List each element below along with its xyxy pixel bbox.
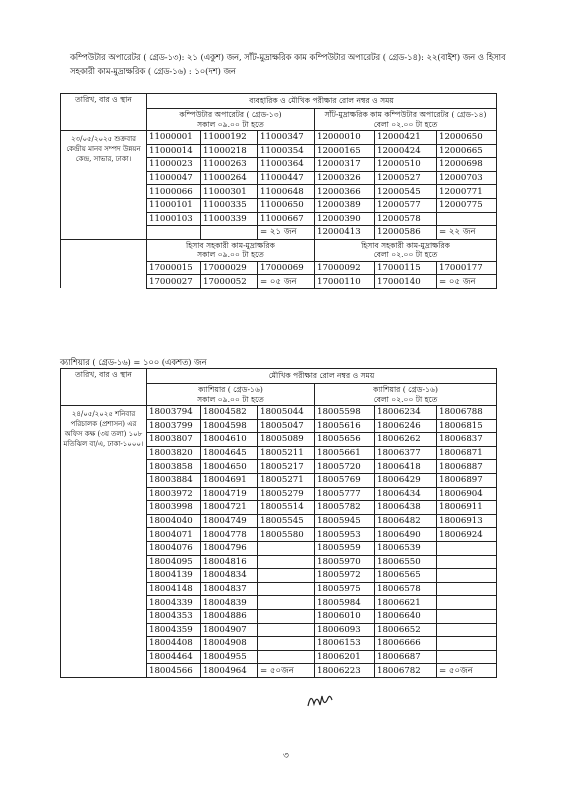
roll-number-cell: 18004139 <box>147 569 201 583</box>
roll-number-cell: 12000389 <box>315 198 375 212</box>
roll-number-cell <box>437 623 497 637</box>
roll-number-cell: 18006887 <box>437 460 497 474</box>
roll-number-cell: 11000263 <box>201 158 258 172</box>
roll-number-cell: 12000775 <box>437 198 497 212</box>
intro-paragraph: কম্পিউটার অপারেটর ( গ্রেড-১৩): ২১ (একুশ) জন, সাঁট-মুদ্রাক্ষরিক কাম কম্পিউটার অপারেটর ( গ্রেড-১৪): ২২(বাইশ) জন ও হিসাব সহকারী কাম-মুদ্রাক্ষরিক ( গ্রেড-১৬) : ১০(দশ) জন <box>70 52 506 76</box>
roll-number-cell: 18005959 <box>315 541 375 555</box>
roll-number-cell: 12000510 <box>375 158 437 172</box>
roll-number-cell: 12000703 <box>437 171 497 185</box>
roll-number-cell <box>437 582 497 596</box>
roll-number-cell: 17000027 <box>147 275 201 289</box>
signature <box>306 690 334 714</box>
roll-number-cell: 18006782 <box>375 664 437 678</box>
roll-number-cell: 18005953 <box>315 528 375 542</box>
roll-number-cell: 18006871 <box>437 446 497 460</box>
roll-number-cell: 18006904 <box>437 487 497 501</box>
section-time: সকাল ০৯.০০ টা হতে <box>197 119 264 129</box>
roll-number-cell <box>258 623 315 637</box>
blank-cell <box>61 261 147 275</box>
roll-number-cell: 18003884 <box>147 473 201 487</box>
roll-number-cell: = ২১ জন <box>258 226 315 240</box>
roll-number-cell: 18005279 <box>258 487 315 501</box>
page-number: ৩ <box>283 751 289 761</box>
roll-number-cell <box>258 650 315 664</box>
roll-number-cell: 18004721 <box>201 501 258 515</box>
roll-number-cell: 11000447 <box>258 171 315 185</box>
section-title: কম্পিউটার অপারেটর ( গ্রেড-১৩) <box>179 110 282 119</box>
table-row <box>61 261 497 275</box>
section-header <box>315 109 497 131</box>
roll-number-cell: 18004837 <box>201 582 258 596</box>
roll-number-cell: 17000140 <box>375 275 437 289</box>
roll-number-cell: 12000317 <box>315 158 375 172</box>
section-time: বেলা ০২.০০ টা হতে <box>373 119 438 129</box>
roll-number-cell: 18004650 <box>201 460 258 474</box>
cashier-heading: ক্যাশিয়ার ( গ্রেড-১৬) = ১০০ (একশত) জন <box>60 357 207 367</box>
roll-number-cell: 18006788 <box>437 406 497 420</box>
roll-number-cell: 18006262 <box>375 433 437 447</box>
roll-number-cell: 11000192 <box>201 131 258 145</box>
roll-number-cell: 11000335 <box>201 198 258 212</box>
roll-number-cell: 18006565 <box>375 569 437 583</box>
roll-number-cell: 18005945 <box>315 514 375 528</box>
roll-number-cell <box>201 226 258 240</box>
roll-number-cell: 18004886 <box>201 609 258 623</box>
roll-number-cell: 18005777 <box>315 487 375 501</box>
table-main-header: মৌখিক পরীক্ষার রোল নম্বর ও সময় <box>147 369 497 384</box>
roll-number-cell: 18004359 <box>147 623 201 637</box>
section-header <box>315 239 497 261</box>
roll-number-cell <box>147 226 201 240</box>
roll-number-cell: 18006539 <box>375 541 437 555</box>
roll-number-cell <box>258 555 315 569</box>
roll-number-cell <box>437 541 497 555</box>
roll-number-cell: 18006201 <box>315 650 375 664</box>
roll-number-cell <box>258 569 315 583</box>
roll-number-cell: 18006640 <box>375 609 437 623</box>
roll-number-cell: 18006913 <box>437 514 497 528</box>
section-header <box>315 384 497 406</box>
roll-number-cell: 12000665 <box>437 144 497 158</box>
roll-number-cell: 18004040 <box>147 514 201 528</box>
roll-number-cell: 18005656 <box>315 433 375 447</box>
roll-number-cell: 12000424 <box>375 144 437 158</box>
cashier-schedule-table <box>60 368 497 678</box>
roll-number-cell: 18004719 <box>201 487 258 501</box>
roll-number-cell: 12000650 <box>437 131 497 145</box>
roll-number-cell: 17000115 <box>375 261 437 275</box>
roll-number-cell: 17000052 <box>201 275 258 289</box>
roll-number-cell: 12000326 <box>315 171 375 185</box>
table-row <box>61 131 497 145</box>
roll-number-cell: 18006897 <box>437 473 497 487</box>
roll-number-cell: 18006911 <box>437 501 497 515</box>
roll-number-cell: 18005514 <box>258 501 315 515</box>
roll-number-cell: 18005970 <box>315 555 375 569</box>
roll-number-cell: 18006153 <box>315 637 375 651</box>
roll-number-cell: 18005616 <box>315 419 375 433</box>
roll-number-cell: = ০৫ জন <box>437 275 497 289</box>
column-header-place: তারিখ, বার ও স্থান <box>61 369 147 406</box>
roll-number-cell <box>437 555 497 569</box>
roll-number-cell: 18006652 <box>375 623 437 637</box>
roll-number-cell: 18005545 <box>258 514 315 528</box>
roll-number-cell <box>437 569 497 583</box>
roll-number-cell: 11000264 <box>201 171 258 185</box>
roll-number-cell: 18005975 <box>315 582 375 596</box>
roll-number-cell: 18003820 <box>147 446 201 460</box>
roll-number-cell: 18005044 <box>258 406 315 420</box>
roll-number-cell: 18006578 <box>375 582 437 596</box>
roll-number-cell: 18005580 <box>258 528 315 542</box>
roll-number-cell <box>258 609 315 623</box>
roll-number-cell: 18004095 <box>147 555 201 569</box>
signature-mark-icon <box>306 690 334 710</box>
roll-number-cell: 18005047 <box>258 419 315 433</box>
table-row <box>61 406 497 420</box>
roll-number-cell: 18006434 <box>375 487 437 501</box>
roll-number-cell: 17000177 <box>437 261 497 275</box>
roll-number-cell: 11000047 <box>147 171 201 185</box>
roll-number-cell: 12000010 <box>315 131 375 145</box>
roll-number-cell: 11000347 <box>258 131 315 145</box>
roll-number-cell: 18003799 <box>147 419 201 433</box>
roll-number-cell: 12000366 <box>315 185 375 199</box>
roll-number-cell: 18006429 <box>375 473 437 487</box>
section-time: বেলা ০২.০০ টা হতে <box>373 250 438 260</box>
roll-number-cell: 11000001 <box>147 131 201 145</box>
roll-number-cell: 18004691 <box>201 473 258 487</box>
section-time: বেলা ০২.০০ টা হতে <box>373 394 438 404</box>
section-header <box>147 384 315 406</box>
roll-number-cell: 18003972 <box>147 487 201 501</box>
roll-number-cell: 12000390 <box>315 212 375 226</box>
roll-number-cell: 18006924 <box>437 528 497 542</box>
roll-number-cell: 18006223 <box>315 664 375 678</box>
section-title: হিসাব সহকারী কাম-মুদ্রাক্ষরিক <box>361 240 450 250</box>
roll-number-cell: 18004645 <box>201 446 258 460</box>
table-row <box>61 275 497 289</box>
section-title: সাঁট-মুদ্রাক্ষরিক কাম কম্পিউটার অপারেটর ( গ্রেড-১৪) <box>324 110 487 119</box>
roll-number-cell: 18004778 <box>201 528 258 542</box>
roll-number-cell <box>437 212 497 226</box>
roll-number-cell: 11000218 <box>201 144 258 158</box>
roll-number-cell: 17000110 <box>315 275 375 289</box>
roll-number-cell: 18004816 <box>201 555 258 569</box>
roll-number-cell: 11000301 <box>201 185 258 199</box>
roll-number-cell <box>258 596 315 610</box>
roll-number-cell: 18004907 <box>201 623 258 637</box>
table-row <box>61 239 497 261</box>
section-title: হিসাব সহকারী কাম-মুদ্রাক্ষরিক <box>186 240 275 250</box>
roll-number-cell: 12000771 <box>437 185 497 199</box>
roll-number-cell: 18006246 <box>375 419 437 433</box>
roll-number-cell: 12000421 <box>375 131 437 145</box>
section-time: সকাল ০৯.০০ টা হতে <box>197 250 264 260</box>
roll-number-cell: 18006418 <box>375 460 437 474</box>
roll-number-cell: 12000527 <box>375 171 437 185</box>
roll-number-cell: 18004834 <box>201 569 258 583</box>
roll-number-cell: 11000101 <box>147 198 201 212</box>
section-time: সকাল ০৯.০০ টা হতে <box>197 394 264 404</box>
roll-number-cell: 11000014 <box>147 144 201 158</box>
roll-number-cell: 12000165 <box>315 144 375 158</box>
roll-number-cell: 18005769 <box>315 473 375 487</box>
section-header <box>147 239 315 261</box>
roll-number-cell: 18004964 <box>201 664 258 678</box>
roll-number-cell: 18004408 <box>147 637 201 651</box>
roll-number-cell: 11000103 <box>147 212 201 226</box>
roll-number-cell: 17000029 <box>201 261 258 275</box>
roll-number-cell: 18003807 <box>147 433 201 447</box>
roll-number-cell: = ৫০জন <box>437 664 497 678</box>
table-main-header: ব্যবহারিক ও মৌখিক পরীক্ষার রোল নম্বর ও সময় <box>147 94 497 109</box>
roll-number-cell <box>258 541 315 555</box>
roll-number-cell: 18006666 <box>375 637 437 651</box>
roll-number-cell: 12000698 <box>437 158 497 172</box>
roll-number-cell <box>437 596 497 610</box>
roll-number-cell: 18005271 <box>258 473 315 487</box>
roll-number-cell: 18004839 <box>201 596 258 610</box>
roll-number-cell: 18005972 <box>315 569 375 583</box>
roll-number-cell: 17000069 <box>258 261 315 275</box>
roll-number-cell: 18003998 <box>147 501 201 515</box>
roll-number-cell: 18004353 <box>147 609 201 623</box>
roll-number-cell: 18003794 <box>147 406 201 420</box>
roll-number-cell <box>437 609 497 623</box>
computer-operator-schedule-table <box>60 93 497 289</box>
roll-number-cell: 18004566 <box>147 664 201 678</box>
date-venue-cell: ২৪/০৫/২০২৫ শনিবার পরিচালক (প্রশাসন) এর অফিস কক্ষ (৩য় তলা) ১০৮ মতিঝিল বা/এ, ঢাকা-১০০০। <box>61 406 147 678</box>
section-header <box>147 109 315 131</box>
roll-number-cell: 18004749 <box>201 514 258 528</box>
roll-number-cell: 18004076 <box>147 541 201 555</box>
roll-number-cell: 11000066 <box>147 185 201 199</box>
roll-number-cell: 18004339 <box>147 596 201 610</box>
roll-number-cell: 18006490 <box>375 528 437 542</box>
blank-cell <box>61 275 147 289</box>
roll-number-cell: 18006377 <box>375 446 437 460</box>
roll-number-cell: 18005598 <box>315 406 375 420</box>
roll-number-cell: 18005984 <box>315 596 375 610</box>
roll-number-cell: 18004598 <box>201 419 258 433</box>
roll-number-cell: 12000545 <box>375 185 437 199</box>
roll-number-cell: 18004464 <box>147 650 201 664</box>
roll-number-cell: 18006093 <box>315 623 375 637</box>
roll-number-cell: 18005217 <box>258 460 315 474</box>
roll-number-cell <box>258 582 315 596</box>
roll-number-cell: 18003858 <box>147 460 201 474</box>
roll-number-cell: 18004796 <box>201 541 258 555</box>
roll-number-cell: 18006482 <box>375 514 437 528</box>
roll-number-cell: 11000648 <box>258 185 315 199</box>
roll-number-cell <box>437 637 497 651</box>
roll-number-cell <box>437 650 497 664</box>
roll-number-cell: 18005782 <box>315 501 375 515</box>
roll-number-cell: 18004908 <box>201 637 258 651</box>
roll-number-cell: 18004148 <box>147 582 201 596</box>
roll-number-cell: 11000339 <box>201 212 258 226</box>
roll-number-cell: 18006550 <box>375 555 437 569</box>
roll-number-cell: 11000023 <box>147 158 201 172</box>
roll-number-cell: 18005211 <box>258 446 315 460</box>
blank-cell <box>61 239 147 261</box>
date-venue-cell: ২৩/০৫/২০২৫ শুক্রবার কেন্দ্রীয় মানব সম্পদ উন্নয়ন কেন্দ্র, সাভার, ঢাকা। <box>61 131 147 240</box>
roll-number-cell: 17000015 <box>147 261 201 275</box>
roll-number-cell: 18006815 <box>437 419 497 433</box>
roll-number-cell: 18006234 <box>375 406 437 420</box>
roll-number-cell: 17000092 <box>315 261 375 275</box>
section-title: ক্যাশিয়ার ( গ্রেড-১৬) <box>373 385 438 394</box>
section-title: ক্যাশিয়ার ( গ্রেড-১৬) <box>198 385 263 394</box>
roll-number-cell: 18005089 <box>258 433 315 447</box>
roll-number-cell: 12000578 <box>375 212 437 226</box>
roll-number-cell: 12000577 <box>375 198 437 212</box>
roll-number-cell: 12000586 <box>375 226 437 240</box>
roll-number-cell: 11000650 <box>258 198 315 212</box>
roll-number-cell: 18006010 <box>315 609 375 623</box>
roll-number-cell: 18004071 <box>147 528 201 542</box>
roll-number-cell: = ২২ জন <box>437 226 497 240</box>
roll-number-cell: 11000354 <box>258 144 315 158</box>
roll-number-cell: 18006837 <box>437 433 497 447</box>
roll-number-cell: 12000413 <box>315 226 375 240</box>
roll-number-cell: 18006687 <box>375 650 437 664</box>
roll-number-cell: 18004582 <box>201 406 258 420</box>
roll-number-cell: 18006621 <box>375 596 437 610</box>
roll-number-cell: = ০৫ জন <box>258 275 315 289</box>
roll-number-cell: 18006438 <box>375 501 437 515</box>
column-header-place: তারিখ, বার ও স্থান <box>61 94 147 131</box>
roll-number-cell: 11000364 <box>258 158 315 172</box>
roll-number-cell: 11000667 <box>258 212 315 226</box>
roll-number-cell: 18005720 <box>315 460 375 474</box>
roll-number-cell <box>258 637 315 651</box>
roll-number-cell: 18005661 <box>315 446 375 460</box>
roll-number-cell: 18004955 <box>201 650 258 664</box>
roll-number-cell: 18004610 <box>201 433 258 447</box>
roll-number-cell: = ৫০জন <box>258 664 315 678</box>
